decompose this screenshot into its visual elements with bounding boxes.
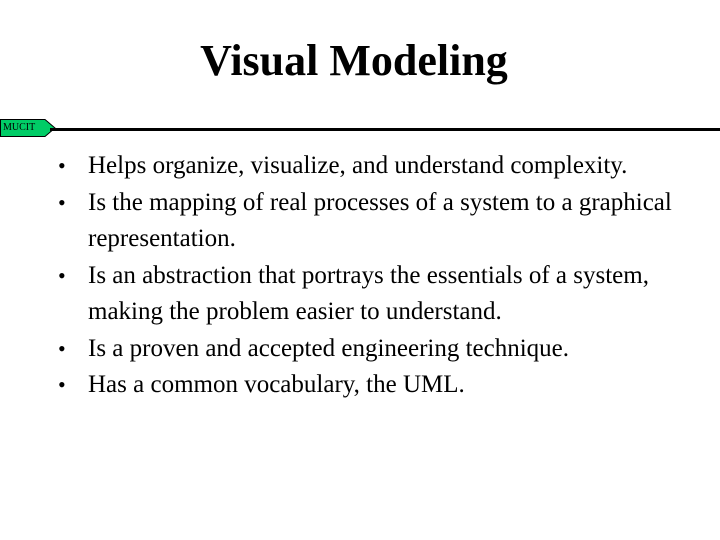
title-divider [50,128,720,131]
bullet-marker: • [58,189,66,215]
bullet-text: Has a common vocabulary, the UML. [88,371,465,398]
slide-title: Visual Modeling [200,36,508,85]
bullet-item [58,258,698,331]
bullet-marker: • [58,262,66,288]
bullet-item [58,331,698,368]
bullet-text: Is an abstraction that portrays the essentials of a system, making the problem easier to understand. [88,261,649,325]
bullet-marker: • [58,372,66,397]
bullet-text: Is the mapping of real processes of a system to a graphical representation. [88,188,672,252]
bullet-text: Is a proven and accepted engineering technique. [88,334,570,362]
bullet-list [58,148,698,404]
badge-label: MUCIT [3,122,36,133]
bullet-text: Helps organize, visualize, and understand complexity. [88,152,628,179]
bullet-item [58,185,698,258]
bullet-item [58,367,698,404]
bullet-marker: • [58,335,66,361]
bullet-item [58,148,698,185]
bullet-marker: • [58,153,66,178]
